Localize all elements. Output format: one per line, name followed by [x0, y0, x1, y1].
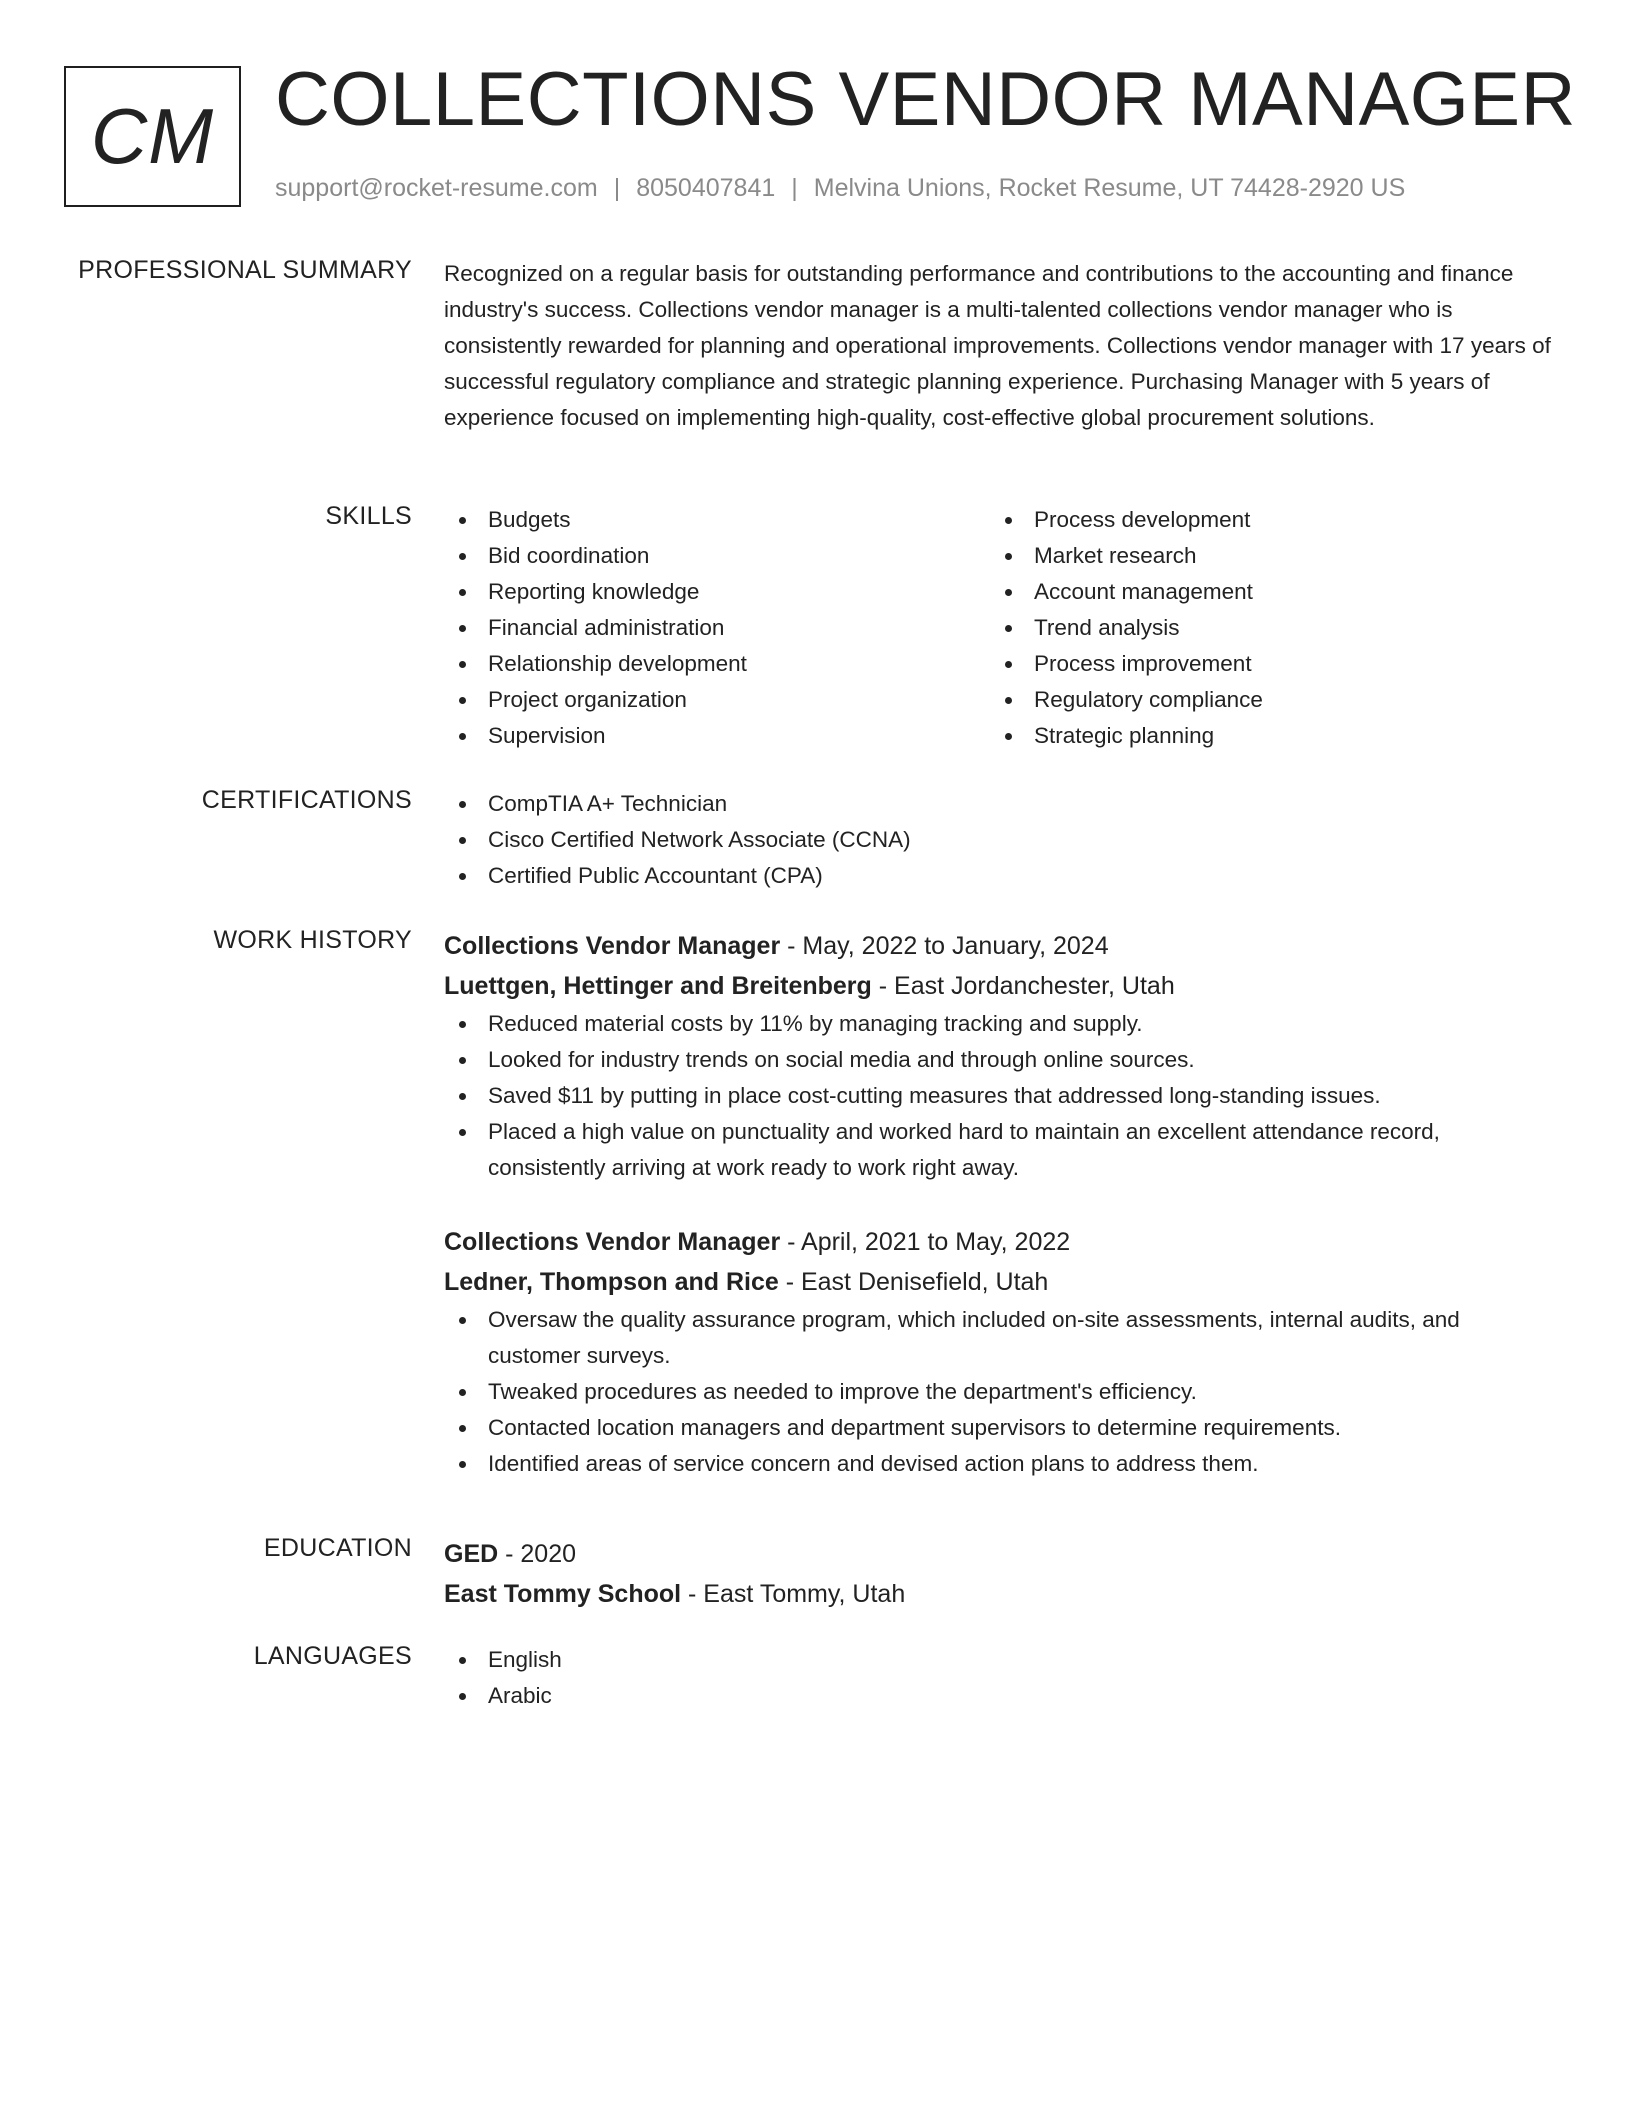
job-title: Collections Vendor Manager	[444, 932, 781, 960]
list-item: Reduced material costs by 11% by managing tracking and supply.	[444, 1006, 1554, 1042]
list-item: Regulatory compliance	[990, 682, 1536, 718]
job-company: Ledner, Thompson and Rice	[444, 1268, 779, 1296]
job-location: - East Jordanchester, Utah	[871, 972, 1175, 1000]
job-bullets	[444, 1302, 1554, 1482]
job-entry	[444, 1222, 1554, 1482]
contact-line	[275, 174, 1405, 203]
summary-text: Recognized on a regular basis for outstanding performance and contributions to the accounting and finance industry's success. Collections vendor manager is a multi-talented collections vendor manager who is consistently rewarded for planning and operational improvements. Collections vendor manager with 17 years of successful regulatory compliance and strategic planning experience. Purchasing Manager with 5 years of experience focused on implementing high-quality, cost-effective global procurement solutions.	[444, 261, 1551, 430]
contact-email: support@rocket-resume.com	[275, 174, 598, 202]
list-item: Process improvement	[990, 646, 1536, 682]
list-item: Market research	[990, 538, 1536, 574]
section-label-work-history: WORK HISTORY	[213, 926, 412, 954]
job-bullets	[444, 1006, 1554, 1186]
list-item: Contacted location managers and department supervisors to determine requirements.	[444, 1410, 1554, 1446]
skills-body	[444, 502, 1554, 754]
list-item: Saved $11 by putting in place cost-cutting measures that addressed long-standing issues.	[444, 1078, 1554, 1114]
certifications-body	[444, 786, 1554, 894]
education-degree-line	[444, 1534, 1554, 1574]
job-title: Collections Vendor Manager	[444, 1228, 781, 1256]
list-item: Tweaked procedures as needed to improve the department's efficiency.	[444, 1374, 1554, 1410]
languages-list	[444, 1642, 1554, 1714]
job-dates: - April, 2021 to May, 2022	[780, 1228, 1071, 1256]
education-school-line	[444, 1574, 1554, 1614]
section-label-summary: PROFESSIONAL SUMMARY	[78, 256, 412, 284]
job-company-line	[444, 1262, 1554, 1302]
list-item: Oversaw the quality assurance program, which included on-site assessments, internal audits, and customer surveys.	[444, 1302, 1554, 1374]
list-item: CompTIA A+ Technician	[444, 786, 1554, 822]
contact-separator: |	[613, 174, 621, 202]
education-body	[444, 1534, 1554, 1614]
section-label-languages: LANGUAGES	[253, 1642, 412, 1670]
list-item: Financial administration	[444, 610, 990, 646]
list-item: Budgets	[444, 502, 990, 538]
list-item: Placed a high value on punctuality and worked hard to maintain an excellent attendance record, consistently arriving at work ready to work right away.	[444, 1114, 1554, 1186]
list-item: Looked for industry trends on social media and through online sources.	[444, 1042, 1554, 1078]
list-item: Reporting knowledge	[444, 574, 990, 610]
list-item: Project organization	[444, 682, 990, 718]
languages-body	[444, 1642, 1554, 1714]
education-location: - East Tommy, Utah	[681, 1580, 906, 1608]
contact-address: Melvina Unions, Rocket Resume, UT 74428-2920 US	[813, 174, 1406, 202]
contact-separator: |	[791, 174, 798, 202]
list-item: English	[444, 1642, 1554, 1678]
list-item: Strategic planning	[990, 718, 1536, 754]
education-degree: GED	[444, 1540, 499, 1568]
job-location: - East Denisefield, Utah	[778, 1268, 1049, 1296]
education-school: East Tommy School	[444, 1580, 682, 1608]
job-title-line	[444, 1222, 1554, 1262]
job-entry	[444, 926, 1554, 1186]
monogram-box	[64, 66, 241, 207]
page-title: COLLECTIONS VENDOR MANAGER	[275, 57, 1576, 142]
job-company-line	[444, 966, 1554, 1006]
list-item: Identified areas of service concern and devised action plans to address them.	[444, 1446, 1554, 1482]
list-item: Process development	[990, 502, 1536, 538]
section-label-certifications: CERTIFICATIONS	[201, 786, 412, 814]
work-history-body	[444, 926, 1554, 1482]
summary-body	[444, 256, 1554, 436]
list-item: Certified Public Accountant (CPA)	[444, 858, 1554, 894]
list-item: Supervision	[444, 718, 990, 754]
contact-phone: 8050407841	[636, 174, 776, 202]
list-item: Cisco Certified Network Associate (CCNA)	[444, 822, 1554, 858]
skills-list-right	[990, 502, 1536, 754]
section-label-education: EDUCATION	[263, 1534, 412, 1562]
job-company: Luettgen, Hettinger and Breitenberg	[444, 972, 872, 1000]
section-label-skills: SKILLS	[325, 502, 412, 530]
list-item: Relationship development	[444, 646, 990, 682]
certifications-list	[444, 786, 1554, 894]
monogram-initials: CM	[90, 92, 215, 180]
job-dates: - May, 2022 to January, 2024	[780, 932, 1109, 960]
job-title-line	[444, 926, 1554, 966]
skills-list-left	[444, 502, 990, 754]
list-item: Account management	[990, 574, 1536, 610]
list-item: Bid coordination	[444, 538, 990, 574]
list-item: Arabic	[444, 1678, 1554, 1714]
education-year: - 2020	[498, 1540, 577, 1568]
list-item: Trend analysis	[990, 610, 1536, 646]
